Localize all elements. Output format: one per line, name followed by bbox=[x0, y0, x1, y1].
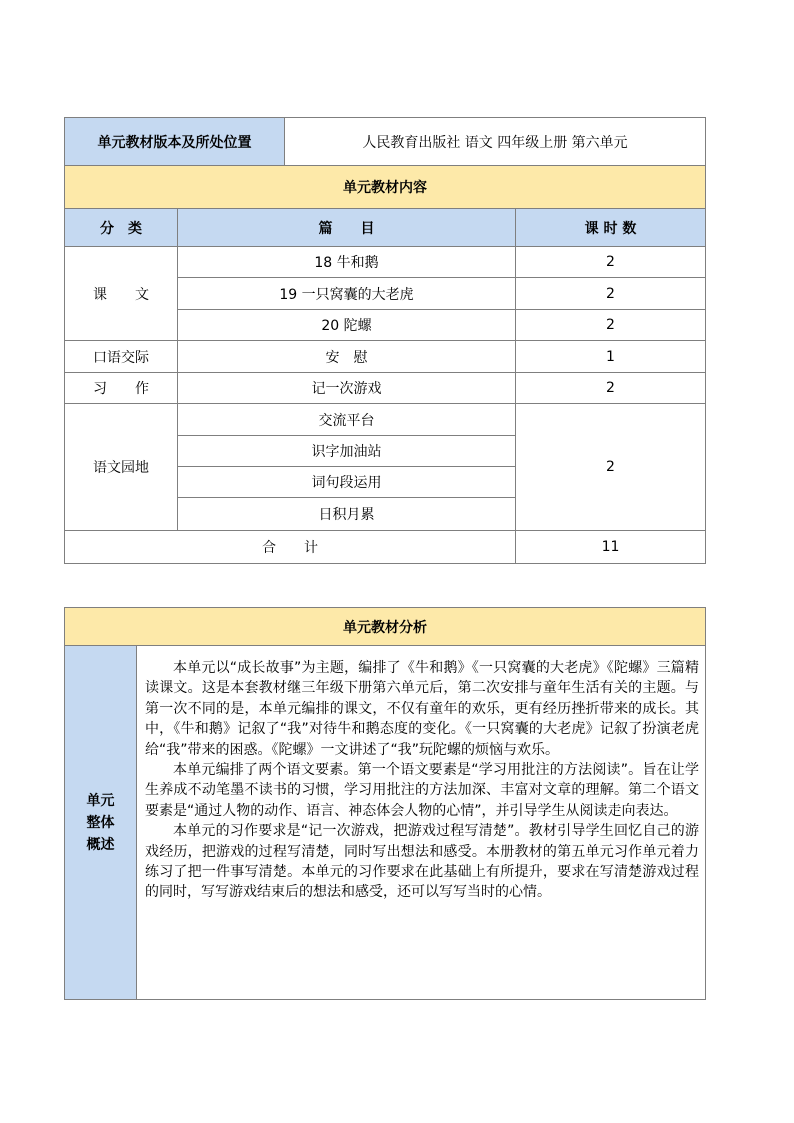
lesson-hours: 2 bbox=[516, 310, 706, 341]
edition-label: 单元教材版本及所处位置 bbox=[65, 118, 285, 166]
lesson-title: 19 一只窝囊的大老虎 bbox=[178, 278, 516, 310]
column-header-title: 篇 目 bbox=[178, 209, 516, 247]
lesson-hours: 2 bbox=[516, 404, 706, 531]
lesson-hours: 2 bbox=[516, 247, 706, 278]
total-label: 合 计 bbox=[65, 531, 516, 564]
lesson-title: 记一次游戏 bbox=[178, 373, 516, 404]
analysis-paragraph: 本单元的习作要求是“记一次游戏，把游戏过程写清楚”。教材引导学生回忆自己的游戏经历，把游戏的过程写清楚，同时写出想法和感受。本册教材的第五单元习作单元着力练习了把一件事写清楚。本单元的习作要求在此基础上有所提升，要求在写清楚游戏过程的同时，写写游戏结束后的想法和感受，还可以写写当时的心情。 bbox=[145, 823, 699, 901]
lesson-title: 日积月累 bbox=[178, 498, 516, 531]
lesson-title: 安 慰 bbox=[178, 341, 516, 373]
lesson-hours: 1 bbox=[516, 341, 706, 373]
content-section-title: 单元教材内容 bbox=[65, 166, 706, 209]
analysis-paragraph: 本单元以“成长故事”为主题，编排了《牛和鹅》《一只窝囊的大老虎》《陀螺》三篇精读课文。这是本套教材继三年级下册第六单元后，第二次安排与童年生活有关的主题。与第一次不同的是，本单元编排的课文，不仅有童年的欢乐，更有经历挫折带来的成长。其中，《牛和鹅》记叙了“我”对待牛和鹅态度的变化。《一只窝囊的大老虎》记叙了扮演老虎给“我”带来的困惑。《陀螺》一文讲述了“我”玩陀螺的烦恼与欢乐。 bbox=[145, 660, 699, 758]
analysis-section-title: 单元教材分析 bbox=[65, 608, 706, 646]
lesson-hours: 2 bbox=[516, 373, 706, 404]
column-header-hours: 课 时 数 bbox=[516, 209, 706, 247]
overview-text bbox=[137, 646, 706, 1000]
category-kouyu: 口语交际 bbox=[65, 341, 178, 373]
column-header-category: 分 类 bbox=[65, 209, 178, 247]
analysis-paragraph: 本单元编排了两个语文要素。第一个语文要素是“学习用批注的方法阅读”。旨在让学生养成不动笔墨不读书的习惯，学习用批注的方法加深、丰富对文章的理解。第二个语文要素是“通过人物的动作、语言、神态体会人物的心情”，并引导学生从阅读走向表达。 bbox=[145, 762, 699, 819]
side-label-line: 概述 bbox=[86, 836, 115, 853]
category-yuandi: 语文园地 bbox=[65, 404, 178, 531]
category-xizuo: 习 作 bbox=[65, 373, 178, 404]
lesson-title: 识字加油站 bbox=[178, 436, 516, 467]
overview-side-label bbox=[65, 646, 137, 1000]
lesson-title: 词句段运用 bbox=[178, 467, 516, 498]
unit-content-table bbox=[64, 117, 706, 564]
total-value: 11 bbox=[516, 531, 706, 564]
lesson-hours: 2 bbox=[516, 278, 706, 310]
edition-value: 人民教育出版社 语文 四年级上册 第六单元 bbox=[285, 118, 706, 166]
category-kewen: 课 文 bbox=[65, 247, 178, 341]
lesson-title: 20 陀螺 bbox=[178, 310, 516, 341]
lesson-title: 交流平台 bbox=[178, 404, 516, 436]
unit-analysis-table bbox=[64, 607, 706, 1000]
lesson-title: 18 牛和鹅 bbox=[178, 247, 516, 278]
side-label-line: 整体 bbox=[86, 814, 115, 831]
side-label-line: 单元 bbox=[86, 792, 115, 809]
